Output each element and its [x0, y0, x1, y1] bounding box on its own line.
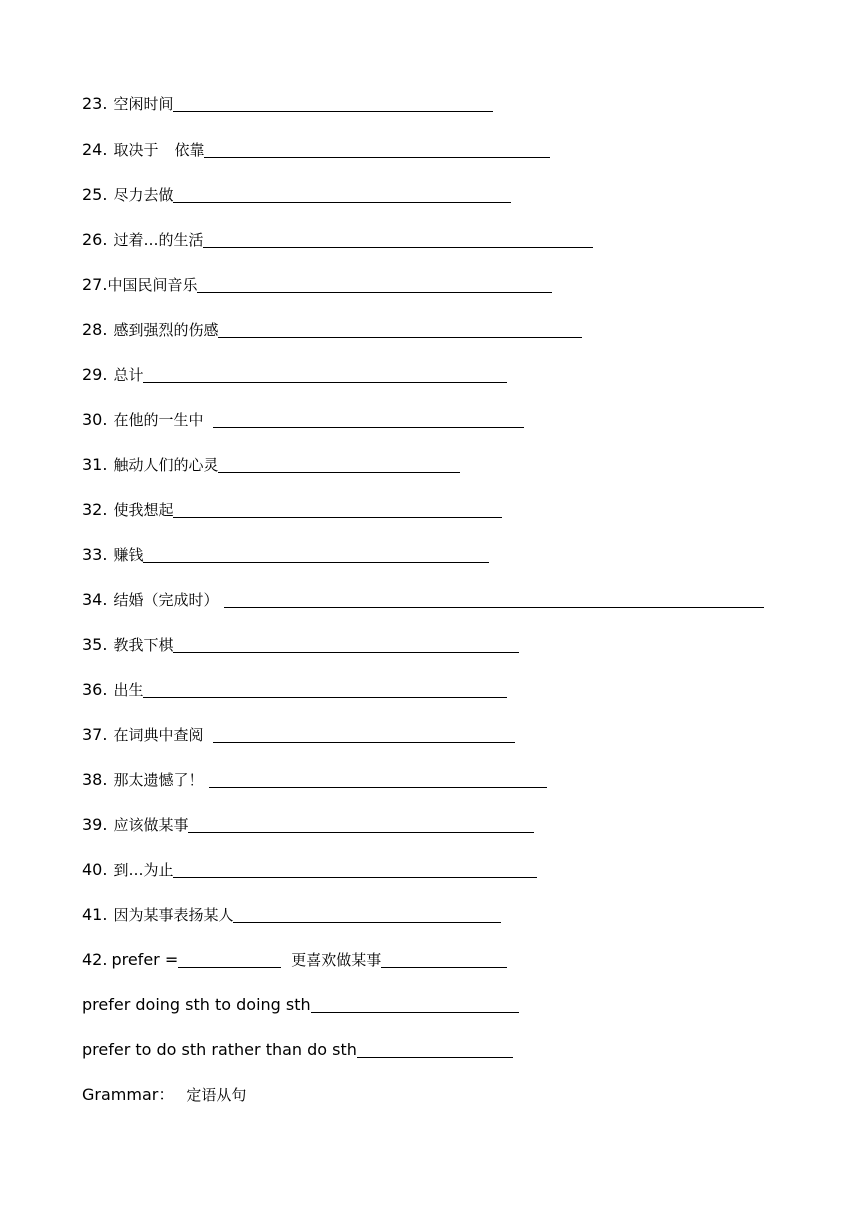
item-prompt: 过着…的生活	[113, 231, 204, 249]
answer-blank[interactable]	[213, 409, 524, 428]
answer-blank[interactable]	[357, 1039, 513, 1058]
answer-blank[interactable]	[218, 319, 582, 338]
item-40	[82, 856, 537, 880]
item-number: 36.	[82, 680, 108, 699]
item-number: 24.	[82, 140, 108, 159]
item-prompt: 在词典中查阅	[113, 726, 204, 744]
item-28	[82, 316, 582, 340]
item-prompt: 结婚（完成时）	[113, 591, 219, 609]
item-prompt: prefer to do sth rather than do sth	[82, 1040, 357, 1059]
item-number: 42.	[82, 950, 108, 969]
item-prompt: 出生	[113, 681, 144, 699]
prefer-line-1	[82, 991, 519, 1015]
grammar-heading	[82, 1081, 246, 1105]
grammar-topic: 定语从句	[186, 1086, 247, 1104]
item-26	[82, 226, 593, 250]
item-29	[82, 361, 507, 385]
item-prompt: 空闲时间	[113, 95, 174, 113]
answer-blank[interactable]	[204, 139, 550, 158]
item-number: 29.	[82, 365, 108, 384]
item-number: 33.	[82, 545, 108, 564]
item-37	[82, 721, 515, 745]
answer-blank[interactable]	[311, 994, 519, 1013]
item-prompt: 赚钱	[113, 546, 144, 564]
item-24	[82, 136, 550, 160]
answer-blank[interactable]	[173, 184, 511, 203]
answer-blank[interactable]	[143, 544, 489, 563]
answer-blank[interactable]	[173, 634, 519, 653]
answer-blank[interactable]	[233, 904, 501, 923]
item-25	[82, 181, 511, 205]
item-prompt: prefer doing sth to doing sth	[82, 995, 311, 1014]
item-prompt: 触动人们的心灵	[113, 456, 219, 474]
item-30	[82, 406, 524, 430]
grammar-label: Grammar：	[82, 1085, 175, 1104]
item-prompt: 感到强烈的伤感	[113, 321, 219, 339]
item-number: 27.	[82, 275, 108, 294]
answer-blank[interactable]	[173, 499, 502, 518]
answer-blank[interactable]	[178, 949, 281, 968]
item-33	[82, 541, 489, 565]
item-34	[82, 586, 764, 610]
answer-blank[interactable]	[143, 679, 507, 698]
item-number: 25.	[82, 185, 108, 204]
answer-blank[interactable]	[188, 814, 534, 833]
item-prompt: 尽力去做	[113, 186, 174, 204]
item-prompt-secondary: 更喜欢做某事	[291, 951, 382, 969]
answer-blank[interactable]	[224, 589, 764, 608]
item-prompt: 中国民间音乐	[107, 276, 198, 294]
item-35	[82, 631, 519, 655]
answer-blank[interactable]	[173, 93, 493, 112]
answer-blank[interactable]	[213, 724, 515, 743]
answer-blank[interactable]	[209, 769, 547, 788]
item-number: 39.	[82, 815, 108, 834]
item-prompt-secondary: 依靠	[174, 141, 205, 159]
answer-blank[interactable]	[381, 949, 507, 968]
item-41	[82, 901, 501, 925]
answer-blank[interactable]	[218, 454, 460, 473]
item-23	[82, 90, 493, 114]
answer-blank[interactable]	[197, 274, 552, 293]
answer-blank[interactable]	[203, 229, 593, 248]
item-prompt: 到…为止	[113, 861, 174, 879]
item-prompt: 使我想起	[113, 501, 174, 519]
item-number: 37.	[82, 725, 108, 744]
item-prompt: 那太遗憾了！	[113, 771, 204, 789]
item-39	[82, 811, 534, 835]
item-number: 41.	[82, 905, 108, 924]
item-prompt: 应该做某事	[113, 816, 189, 834]
item-38	[82, 766, 547, 790]
item-prompt: 因为某事表扬某人	[113, 906, 234, 924]
item-27	[82, 271, 552, 295]
item-42	[82, 946, 507, 970]
item-prompt: 教我下棋	[113, 636, 174, 654]
item-31	[82, 451, 460, 475]
item-number: 32.	[82, 500, 108, 519]
item-number: 35.	[82, 635, 108, 654]
item-number: 38.	[82, 770, 108, 789]
answer-blank[interactable]	[173, 859, 537, 878]
item-number: 40.	[82, 860, 108, 879]
item-prompt: prefer =	[111, 950, 179, 969]
item-number: 26.	[82, 230, 108, 249]
item-number: 34.	[82, 590, 108, 609]
item-number: 31.	[82, 455, 108, 474]
prefer-line-2	[82, 1036, 513, 1060]
item-prompt: 在他的一生中	[113, 411, 204, 429]
item-number: 28.	[82, 320, 108, 339]
item-32	[82, 496, 502, 520]
item-prompt: 取决于	[113, 141, 159, 159]
item-number: 30.	[82, 410, 108, 429]
answer-blank[interactable]	[143, 364, 507, 383]
item-number: 23.	[82, 94, 108, 113]
item-prompt: 总计	[113, 366, 144, 384]
item-36	[82, 676, 507, 700]
